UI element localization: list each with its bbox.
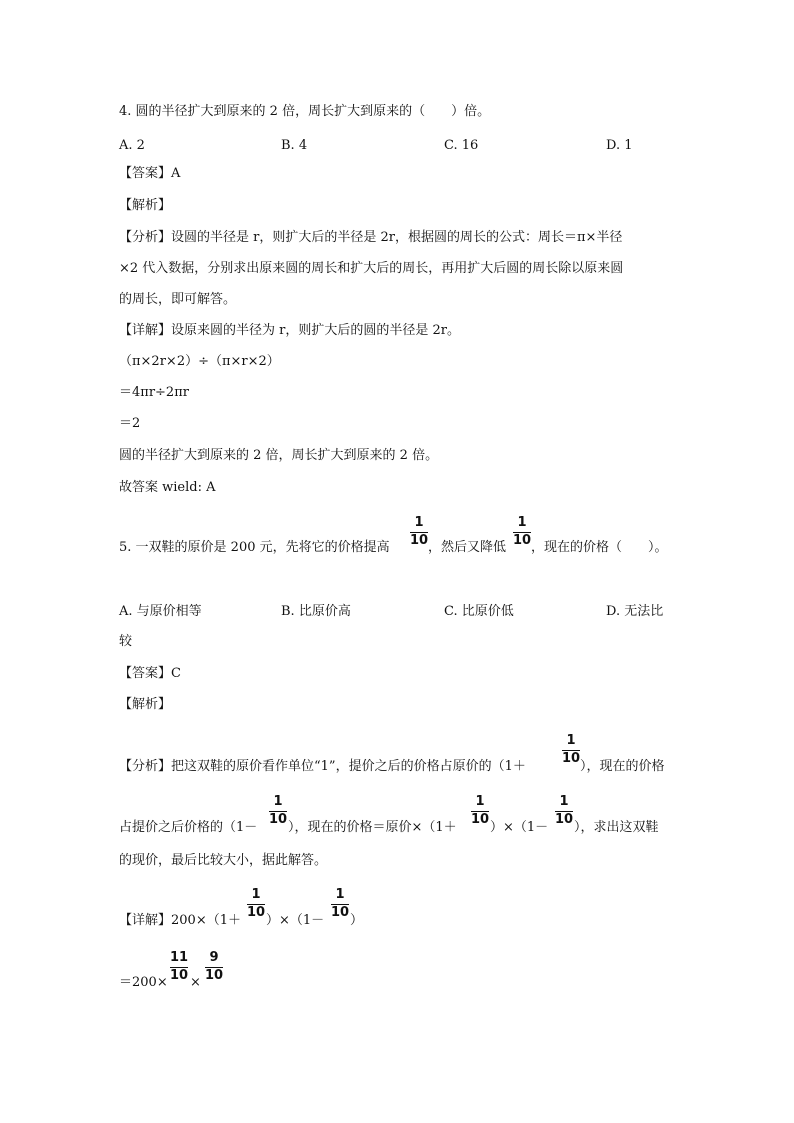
fraction-numerator: 1 bbox=[414, 515, 424, 530]
q5-answer: 【答案】C bbox=[119, 666, 181, 681]
q5-detail-1-part-2: ）×（1－ bbox=[266, 913, 325, 928]
fraction-numerator: 1 bbox=[475, 794, 485, 809]
q4-option-c: C. 16 bbox=[444, 138, 479, 153]
q5-analysis-title: 【解析】 bbox=[119, 697, 172, 712]
multiply-sign: × bbox=[190, 975, 201, 990]
q5-analysis-3: 的现价，最后比较大小，据此解答。 bbox=[119, 853, 328, 868]
q4-analysis-line-2: ×2 代入数据，分别求出原来圆的周长和扩大后的周长，再用扩大后圆的周长除以原来圆 bbox=[119, 261, 624, 276]
fraction-denominator: 10 bbox=[410, 533, 429, 548]
fraction-denominator: 10 bbox=[205, 968, 224, 983]
q4-detail-line-1: 【详解】设原来圆的半径为 r，则扩大后的圆的半径是 2r。 bbox=[119, 323, 460, 338]
q4-analysis-title: 【解析】 bbox=[119, 198, 172, 213]
q4-detail-line-4: ＝2 bbox=[119, 416, 141, 431]
q4-answer: 【答案】A bbox=[119, 166, 181, 181]
fraction-one-tenth bbox=[562, 734, 580, 766]
q5-analysis-1-part-2: ），现在的价格 bbox=[580, 759, 665, 774]
q5-detail-1-part-3: ） bbox=[350, 913, 364, 928]
fraction-one-tenth bbox=[247, 888, 265, 920]
fraction-eleven-tenths bbox=[170, 951, 188, 983]
fraction-nine-tenths bbox=[205, 951, 223, 983]
q4-detail-line-2: （π×2r×2）÷（π×r×2） bbox=[119, 354, 280, 369]
fraction-numerator: 1 bbox=[273, 794, 283, 809]
fraction-denominator: 10 bbox=[170, 968, 189, 983]
q4-final-answer: 故答案 wield: A bbox=[119, 480, 216, 495]
fraction-denominator: 10 bbox=[247, 905, 266, 920]
q5-stem-part-2: ，然后又降低 bbox=[428, 540, 507, 555]
q4-detail-line-3: ＝4πr÷2πr bbox=[119, 385, 189, 400]
q4-option-d: D. 1 bbox=[606, 138, 633, 153]
q4-analysis-line-3: 的周长，即可解答。 bbox=[119, 292, 237, 307]
q5-analysis-2-part-1: 占提价之后价格的（1－ bbox=[119, 820, 258, 835]
q4-analysis-line-1: 【分析】设圆的半径是 r，则扩大后的半径是 2r，根据圆的周长的公式：周长＝π×半径 bbox=[119, 230, 623, 245]
q5-analysis-1-part-1: 【分析】把这双鞋的原价看作单位“1”，提价之后的价格占原价的（1＋ bbox=[119, 759, 526, 774]
q5-option-c: C. 比原价低 bbox=[444, 604, 514, 619]
fraction-numerator: 1 bbox=[559, 794, 569, 809]
fraction-one-tenth bbox=[269, 795, 287, 827]
q5-option-a: A. 与原价相等 bbox=[119, 604, 202, 619]
q5-detail-1-part-1: 【详解】200×（1＋ bbox=[119, 913, 241, 928]
q4-option-a: A. 2 bbox=[119, 138, 145, 153]
q5-analysis-2-part-4: ），求出这双鞋 bbox=[574, 820, 659, 835]
fraction-one-tenth bbox=[513, 516, 531, 548]
fraction-numerator: 9 bbox=[209, 950, 219, 965]
q5-analysis-2-part-2: ），现在的价格＝原价×（1＋ bbox=[288, 820, 457, 835]
fraction-numerator: 1 bbox=[251, 887, 261, 902]
q5-stem-part-3: ，现在的价格（ ）。 bbox=[531, 540, 668, 555]
fraction-one-tenth bbox=[555, 795, 573, 827]
q5-detail-2-part-1: ＝200× bbox=[119, 975, 168, 990]
fraction-denominator: 10 bbox=[331, 905, 350, 920]
q5-option-d: D. 无法比 bbox=[606, 604, 664, 619]
fraction-denominator: 10 bbox=[471, 812, 490, 827]
fraction-denominator: 10 bbox=[269, 812, 288, 827]
fraction-numerator: 1 bbox=[517, 515, 527, 530]
q4-stem: 4. 圆的半径扩大到原来的 2 倍，周长扩大到原来的（ ）倍。 bbox=[119, 104, 491, 119]
fraction-one-tenth bbox=[471, 795, 489, 827]
fraction-denominator: 10 bbox=[555, 812, 574, 827]
fraction-one-tenth bbox=[410, 516, 428, 548]
fraction-denominator: 10 bbox=[513, 533, 532, 548]
fraction-numerator: 1 bbox=[566, 733, 576, 748]
q4-option-b: B. 4 bbox=[281, 138, 308, 153]
fraction-one-tenth bbox=[331, 888, 349, 920]
q4-detail-line-5: 圆的半径扩大到原来的 2 倍，周长扩大到原来的 2 倍。 bbox=[119, 448, 439, 463]
fraction-denominator: 10 bbox=[562, 751, 581, 766]
q5-option-d-wrap: 较 bbox=[119, 634, 133, 649]
q5-analysis-2-part-3: ）×（1－ bbox=[490, 820, 549, 835]
fraction-numerator: 11 bbox=[170, 950, 189, 965]
q5-stem-part-1: 5. 一双鞋的原价是 200 元，先将它的价格提高 bbox=[119, 540, 390, 555]
fraction-numerator: 1 bbox=[335, 887, 345, 902]
q5-option-b: B. 比原价高 bbox=[281, 604, 351, 619]
